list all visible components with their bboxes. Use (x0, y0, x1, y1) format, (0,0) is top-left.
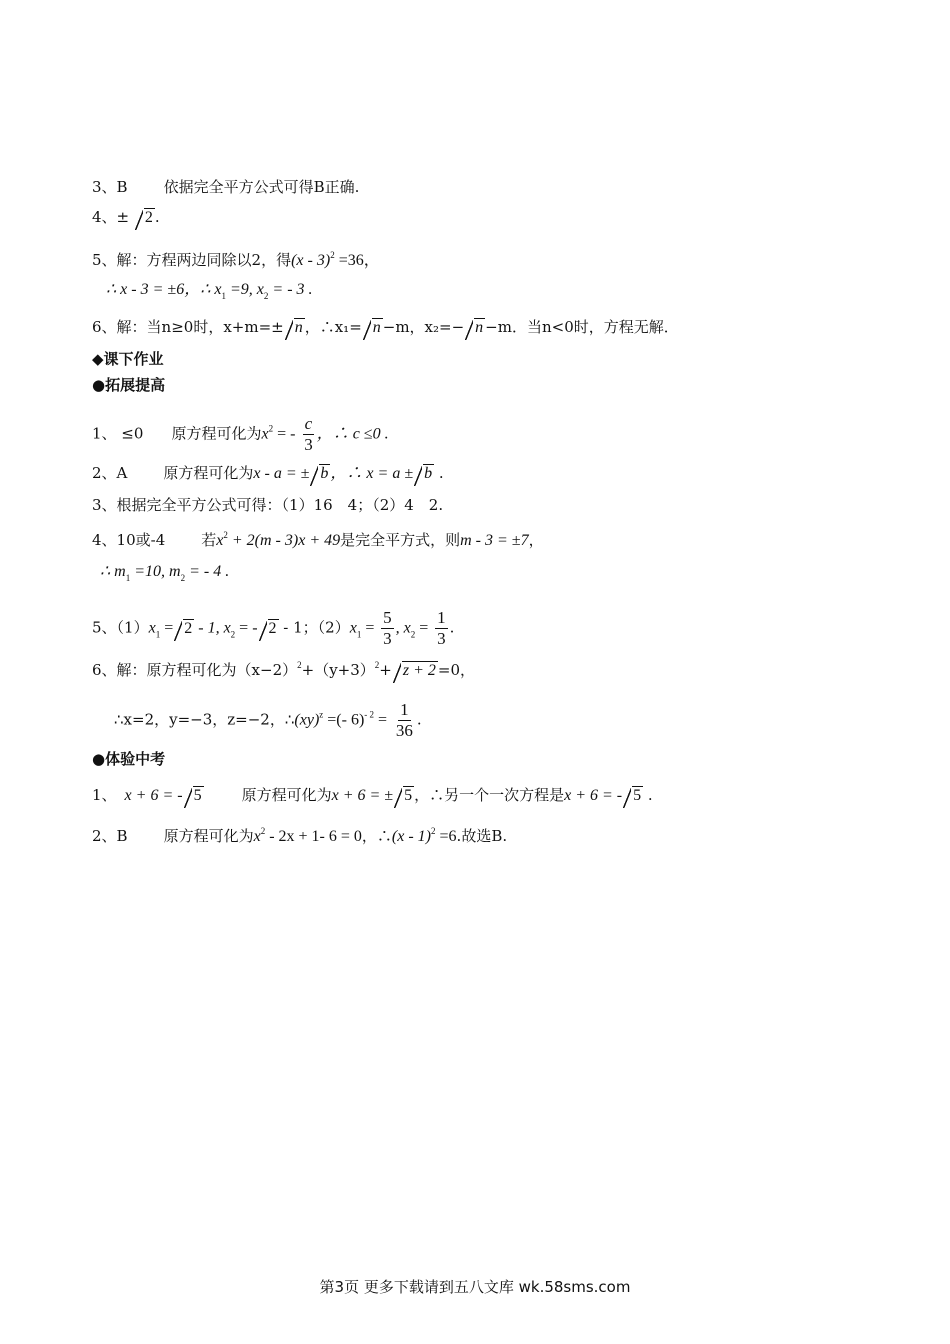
sqrt-5: 5 (623, 785, 643, 807)
fraction-1-over-36: $\frac{1}{36}$ (395, 700, 413, 740)
sqrt-b: b (310, 463, 330, 485)
extend-6: 6、解：原方程可化为$(x-2)^2+(y+3)^2+ z + 2 =0$， (92, 654, 475, 682)
fraction-5-over-3: $\frac{5}{3}$ (383, 608, 392, 648)
answer-3 (92, 176, 359, 198)
sqrt-2: 2 (135, 207, 155, 229)
answer-3-number: 3、B (92, 178, 128, 196)
sqrt-2: 2 (259, 618, 279, 640)
section-exam: ●体验中考 (92, 750, 166, 768)
extend-3: 3、根据完全平方公式可得：（1）16 4；（2）4 2. (92, 496, 444, 514)
sqrt-2: 2 (174, 618, 194, 640)
section-homework: ◆课下作业 (92, 350, 164, 368)
exam-1: 1、 x + 6 = - 5 原方程可化为x + 6 = ± 5 ，∴另一个一次方程是x + 6 = - 5 . (92, 784, 653, 807)
equation-expr: (x - 3) (291, 252, 331, 269)
answer-5: 5、解：方程两边同除以2，得(x - 3)$^2$ =36， (92, 250, 380, 269)
answer-4-number: 4、± (92, 208, 130, 226)
sqrt-n: n (285, 317, 305, 339)
answer-4: 4、± 2 . (92, 206, 160, 229)
fraction-c-over-3: $\frac{c}{3}$ (304, 414, 313, 454)
section-extend: ●拓展提高 (92, 376, 166, 394)
sqrt-n: n (465, 317, 485, 339)
sqrt-z-plus-2: z + 2 (393, 660, 438, 682)
exam-2: 2、B 原方程可化为$x^2 - 2x + 1-$ 6 = 0，∴(x - 1)$^2$ =6.故选B. (92, 826, 508, 845)
sqrt-n: n (363, 317, 383, 339)
extend-1: 1、 ≤0 原方程可化为$x^2$ = - $\frac{c}{3}$ ，∴ c ≤0 . (92, 414, 389, 454)
sqrt-5: 5 (394, 785, 414, 807)
answer-6: 6、解：当n≥0时，x+m=± n ，∴x₁= n −m，x₂=− n −m．当n<0时，方程无解． (92, 316, 679, 339)
fraction-1-over-3: $\frac{1}{3}$ (437, 608, 446, 648)
sqrt-5: 5 (184, 785, 204, 807)
extend-2: 2、A 原方程可化为x - a = ± b ，∴ x = a ± b . (92, 462, 444, 485)
extend-4: 4、10或-4 若$x^2 + 2(m - 3)x + 49$是完全平方式，则m - 3 = ±7， (92, 530, 544, 549)
extend-5: 5、$(1)x_1 = 2 - 1$, $x_2$ = - 2 - 1；$(2)x_1$ = $\frac{5}{3}$ , $x_2$ = $\frac{1}{3}$ . (92, 608, 455, 648)
extend-6-solution: ∴x=2，y=−3，z=−2，∴(xy)$^z$ =(- 6)$^{- 2}$ = $\frac{1}{36}$ . (114, 700, 422, 740)
answer-3-text: 依据完全平方公式可得B正确. (163, 178, 360, 196)
sqrt-b: b (414, 463, 434, 485)
page-footer: 第3页 更多下载请到五八文库 wk.58sms.com (319, 1278, 631, 1296)
answer-5-solution: ∴ x - 3 = ±6，∴ $x_1 =9$, $x_2$ = - 3 . (106, 281, 313, 301)
extend-4-solution: ∴ $m_1 =10$, $m_2$ = - 4 . (100, 563, 230, 583)
